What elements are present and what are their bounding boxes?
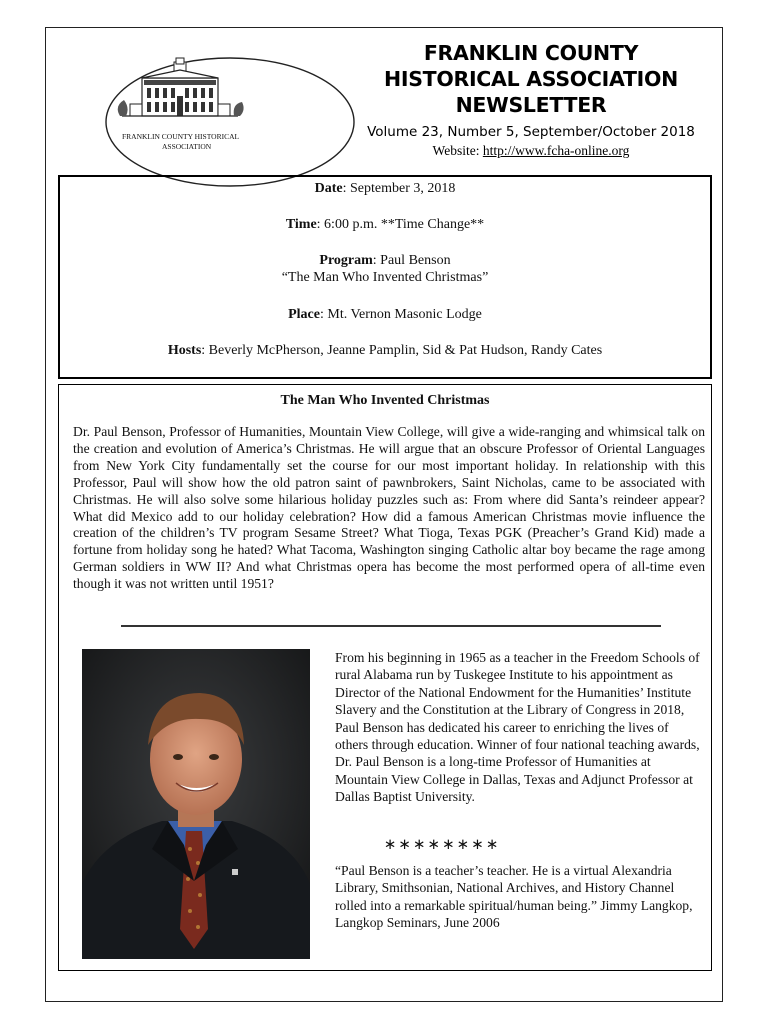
hosts-label: Hosts [167,343,202,358]
place-value: : Mt. Vernon Masonic Lodge [319,307,482,322]
volume-issue: Volume 23, Number 5, September/October 2018 [367,124,695,140]
website-line [360,143,702,159]
testimonial-quote: “Paul Benson is a teacher’s teacher. He is a virtual Alexandria Library, Smithsonian, National Archives, and History Channel rolled into a remarkable spiritual/human being.” Jimmy Langkop, Langkop Seminars, June 2006 [335,863,693,931]
newsletter-title-line1: FRANKLIN COUNTY [423,41,639,65]
article-title: The Man Who Invented Christmas [280,393,490,408]
courthouse-illustration [118,58,244,116]
date-value: : September 3, 2018 [342,181,456,196]
program-value: : Paul Benson [372,253,451,268]
time-label: Time [285,217,317,232]
speaker-photo [82,649,310,959]
newsletter-title-line2: HISTORICAL ASSOCIATION [384,67,678,91]
article-body: Dr. Paul Benson, Professor of Humanities, Mountain View College, will give a wide-ranging and whimsical talk on the creation and evolution of America’s Christmas. He will argue that an obscure Professor of Oriental Languages from New York City fundamentally set the course for our most important holiday. In relationship with this Professor, Paul will show how the old patron saint of pawnbrokers, Saint Nicholas, came to be associated with Christmas. He will also solve some hilarious holiday puzzles such as: From where did Santa’s reindeer appear? What did Mexico add to our holiday celebration? How did a famous American Christmas movie influence the creation of the children’s TV program Sesame Street? What Tioga, Texas PGK (Preacher’s Grand Kid) made a fortune from holiday song he hated? What Tacoma, Washington singing Catholic altar boy became the rage among German soldiers in WW II? And what Christmas opera has become the most performed opera of all-time even though it was not written until 1951? [73,424,705,592]
section-divider [121,625,661,627]
website-link[interactable]: http://www.fcha-online.org [482,143,630,158]
program-label: Program [319,253,373,268]
event-details-box [58,175,712,379]
program-subtitle: “The Man Who Invented Christmas” [281,270,489,285]
logo-text-line1: FRANKLIN COUNTY HISTORICAL [122,132,240,141]
hosts-value: : Beverly McPherson, Jeanne Pamplin, Sid & Pat Hudson, Randy Cates [201,343,603,358]
logo-text-line2: ASSOCIATION [162,142,212,151]
masthead [360,40,702,159]
star-separator: ∗∗∗∗∗∗∗∗ [383,835,501,853]
date-label: Date [314,181,343,196]
association-logo [104,56,356,188]
event-hosts [60,343,710,359]
event-date [60,181,710,197]
event-program [60,253,710,269]
newsletter-title-line3: NEWSLETTER [455,93,607,117]
event-place [60,307,710,323]
website-label: Website: [432,143,480,158]
time-value: : 6:00 p.m. **Time Change** [316,217,485,232]
event-time [60,217,710,233]
article-box [58,384,712,971]
speaker-bio: From his beginning in 1965 as a teacher in the Freedom Schools of rural Alabama run by Tuskegee Institute to his appointment as Director of the National Endowment for the Humanities’ Institute Slavery and the Constitution at the Library of Congress in 2018, Paul Benson has dedicated his career to enriching the lives of others through education. Winner of four national teaching awards, Dr. Paul Benson is a long-time Professor of Humanities at Mountain View College in Dallas, Texas and Adjunct Professor at Dallas Baptist University. [335,650,700,805]
place-label: Place [288,307,320,322]
